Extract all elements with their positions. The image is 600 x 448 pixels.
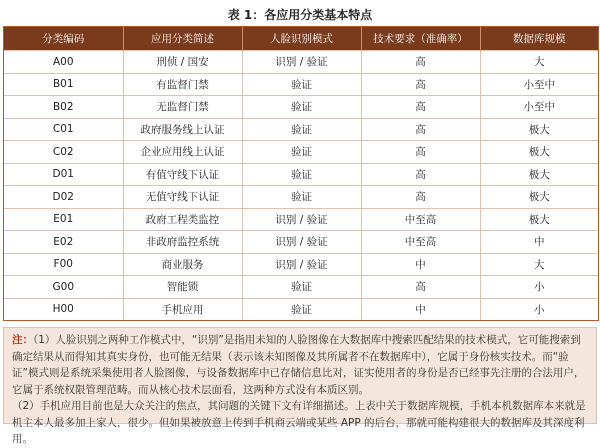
note-label: 注： [12, 334, 33, 346]
table-row [4, 163, 598, 186]
cell-category-code: C01 [4, 118, 123, 141]
header-db-scale: 数据库规模 [480, 27, 598, 51]
cell-category-desc: 企业应用线上认证 [123, 141, 242, 164]
cell-accuracy: 中 [361, 298, 480, 320]
cell-recognition-mode: 验证 [242, 163, 361, 186]
cell-accuracy: 高 [361, 186, 480, 209]
table-row [4, 253, 598, 276]
cell-accuracy: 中至高 [361, 231, 480, 254]
cell-category-desc: 刑侦 / 国安 [123, 51, 242, 74]
cell-db-scale: 极大 [480, 118, 598, 141]
cell-db-scale: 小 [480, 276, 598, 299]
cell-db-scale: 极大 [480, 141, 598, 164]
cell-category-desc: 有监督门禁 [123, 73, 242, 96]
table-caption: 表 1：各应用分类基本特点 [227, 8, 373, 22]
cell-recognition-mode: 验证 [242, 141, 361, 164]
cell-category-desc: 商业服务 [123, 253, 242, 276]
cell-recognition-mode: 识别 / 验证 [242, 208, 361, 231]
cell-db-scale: 大 [480, 51, 598, 74]
cell-accuracy: 高 [361, 276, 480, 299]
cell-recognition-mode: 验证 [242, 298, 361, 320]
cell-db-scale: 极大 [480, 163, 598, 186]
cell-accuracy: 高 [361, 73, 480, 96]
cell-recognition-mode: 识别 / 验证 [242, 51, 361, 74]
cell-category-code: G00 [4, 276, 123, 299]
cell-db-scale: 大 [480, 253, 598, 276]
table-row [4, 298, 598, 320]
cell-recognition-mode: 验证 [242, 118, 361, 141]
cell-db-scale: 小至中 [480, 73, 598, 96]
cell-recognition-mode: 验证 [242, 186, 361, 209]
table-header-row [4, 27, 598, 51]
cell-accuracy: 高 [361, 96, 480, 119]
note-paragraph-1 [12, 332, 588, 398]
cell-category-desc: 有值守线下认证 [123, 163, 242, 186]
cell-category-code: E01 [4, 208, 123, 231]
cell-category-desc: 非政府监控系统 [123, 231, 242, 254]
cell-recognition-mode: 识别 / 验证 [242, 231, 361, 254]
cell-category-code: E02 [4, 231, 123, 254]
header-accuracy: 技术要求（准确率） [361, 27, 480, 51]
cell-accuracy: 高 [361, 118, 480, 141]
cell-accuracy: 高 [361, 141, 480, 164]
header-category-code: 分类编码 [4, 27, 123, 51]
cell-category-code: D02 [4, 186, 123, 209]
cell-category-code: C02 [4, 141, 123, 164]
table-row [4, 118, 598, 141]
cell-recognition-mode: 验证 [242, 276, 361, 299]
header-recognition-mode: 人脸识别模式 [242, 27, 361, 51]
cell-category-desc: 智能锁 [123, 276, 242, 299]
table-row [4, 96, 598, 119]
note-text-1: （1）人脸识别之两种工作模式中，“识别”是指用未知的人脸图像在大数据库中搜索匹配结果的技术模式，它可能搜索到确定结果从而得知其真实身份，也可能无结果（表示该未知图像及其所属者不在数据库中），它属于身份核实技术。而“验证”模式则是系统采集使用者人脸图像，与设备数据库中已存储信息比对，证实使用者的身份是否已经事先注册的合法用户，它属于系统权限管理范畴。而从核心技术层面看，这两种方式没有本质区别。 [12, 334, 585, 396]
cell-category-code: F00 [4, 253, 123, 276]
cell-category-desc: 无值守线下认证 [123, 186, 242, 209]
header-category-desc: 应用分类简述 [123, 27, 242, 51]
note-paragraph-2 [12, 398, 588, 448]
cell-category-code: B02 [4, 96, 123, 119]
cell-category-desc: 无监督门禁 [123, 96, 242, 119]
cell-db-scale: 中 [480, 231, 598, 254]
cell-category-desc: 政府服务线上认证 [123, 118, 242, 141]
note-text-2: （2）手机应用目前也是大众关注的焦点，其问题的关键下文有详细描述。上表中关于数据库规模，手机本机数据库本来就是机主本人最多加上家人，很少。但如果被放意上传到手机商云端或某些 APP 的后台，那就可能构建很大的数据库及其深度利用。 [12, 400, 586, 445]
cell-recognition-mode: 验证 [242, 73, 361, 96]
cell-category-code: B01 [4, 73, 123, 96]
cell-category-code: H00 [4, 298, 123, 320]
table-row [4, 186, 598, 209]
cell-accuracy: 中 [361, 253, 480, 276]
cell-category-desc: 手机应用 [123, 298, 242, 320]
table-row [4, 141, 598, 164]
table-row [4, 231, 598, 254]
classification-table-container [3, 26, 599, 321]
note-box [3, 327, 597, 445]
cell-recognition-mode: 识别 / 验证 [242, 253, 361, 276]
cell-category-code: D01 [4, 163, 123, 186]
table-row [4, 51, 598, 74]
table-row [4, 73, 598, 96]
cell-accuracy: 高 [361, 163, 480, 186]
table-row [4, 276, 598, 299]
cell-db-scale: 极大 [480, 208, 598, 231]
cell-accuracy: 高 [361, 51, 480, 74]
cell-category-code: A00 [4, 51, 123, 74]
cell-accuracy: 中至高 [361, 208, 480, 231]
cell-db-scale: 小至中 [480, 96, 598, 119]
table-row [4, 208, 598, 231]
cell-category-desc: 政府工程类监控 [123, 208, 242, 231]
cell-db-scale: 极大 [480, 186, 598, 209]
classification-table [4, 27, 598, 320]
cell-recognition-mode: 验证 [242, 96, 361, 119]
cell-db-scale: 小 [480, 298, 598, 320]
